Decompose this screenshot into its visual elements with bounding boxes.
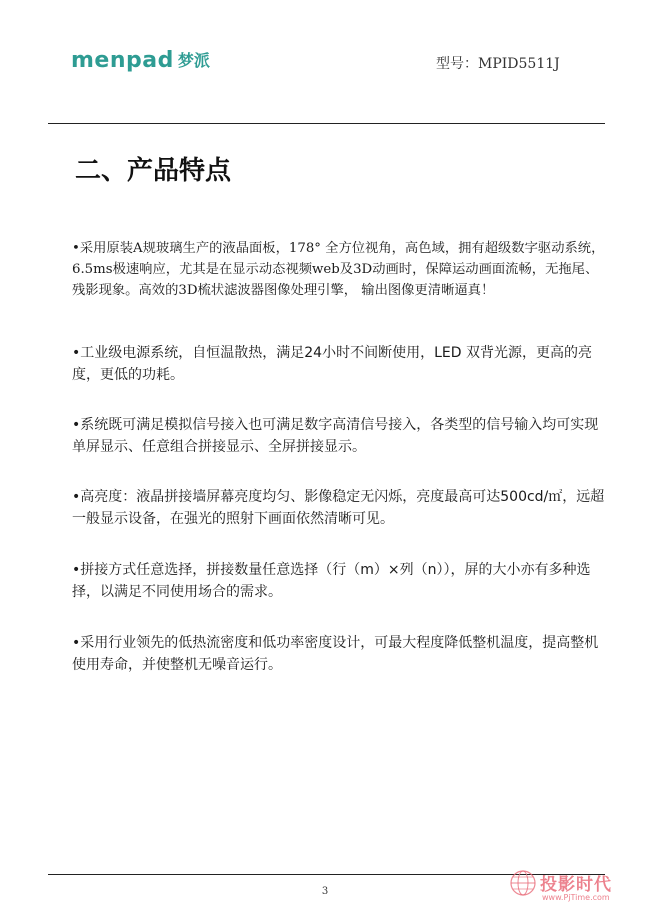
brand-logo [71, 50, 210, 72]
feature-item-power: •工业级电源系统，自恒温散热，满足24小时不间断使用，LED 双背光源，更高的亮度，更低的功耗。 [72, 345, 592, 383]
page-number: 3 [321, 886, 329, 897]
feature-item-thermal: •采用行业领先的低热流密度和低功率密度设计，可最大程度降低整机温度，提高整机使用寿命，并使整机无噪音运行。 [72, 635, 599, 673]
feature-item-brightness: •高亮度：液晶拼接墙屏幕亮度均匀、影像稳定无闪烁，亮度最高可达500cd/㎡，远超一般显示设备，在强光的照射下画面依然清晰可见。 [72, 489, 605, 527]
logo-wordmark: menpad [71, 48, 174, 73]
model-number: 型号：MPID5511J [436, 56, 560, 72]
section-title: 二、产品特点 [75, 156, 232, 186]
watermark-cn: 投影时代 [540, 875, 612, 895]
watermark-url: www.PjTime.com [542, 893, 610, 902]
header-divider [48, 123, 605, 124]
watermark [508, 866, 638, 916]
feature-item-splicing: •拼接方式任意选择，拼接数量任意选择（行（m）×列（n）），屏的大小亦有多种选择，以满足不同使用场合的需求。 [72, 562, 591, 600]
feature-item-signal: •系统既可满足模拟信号接入也可满足数字高清信号接入，各类型的信号输入均可实现单屏显示、任意组合拼接显示、全屏拼接显示。 [72, 417, 599, 455]
watermark-globe-icon [508, 868, 538, 898]
logo-chinese-name: 梦派 [177, 51, 210, 70]
feature-item-panel: •采用原装A规玻璃生产的液晶面板，178° 全方位视角，高色域，拥有超级数字驱动系统，6.5ms极速响应，尤其是在显示动态视频web及3D动画时，保障运动画面流畅，无拖尾、残影现象。高效的3D梳状滤波器图像处理引擎， 输出图像更清晰逼真！ [72, 241, 605, 298]
